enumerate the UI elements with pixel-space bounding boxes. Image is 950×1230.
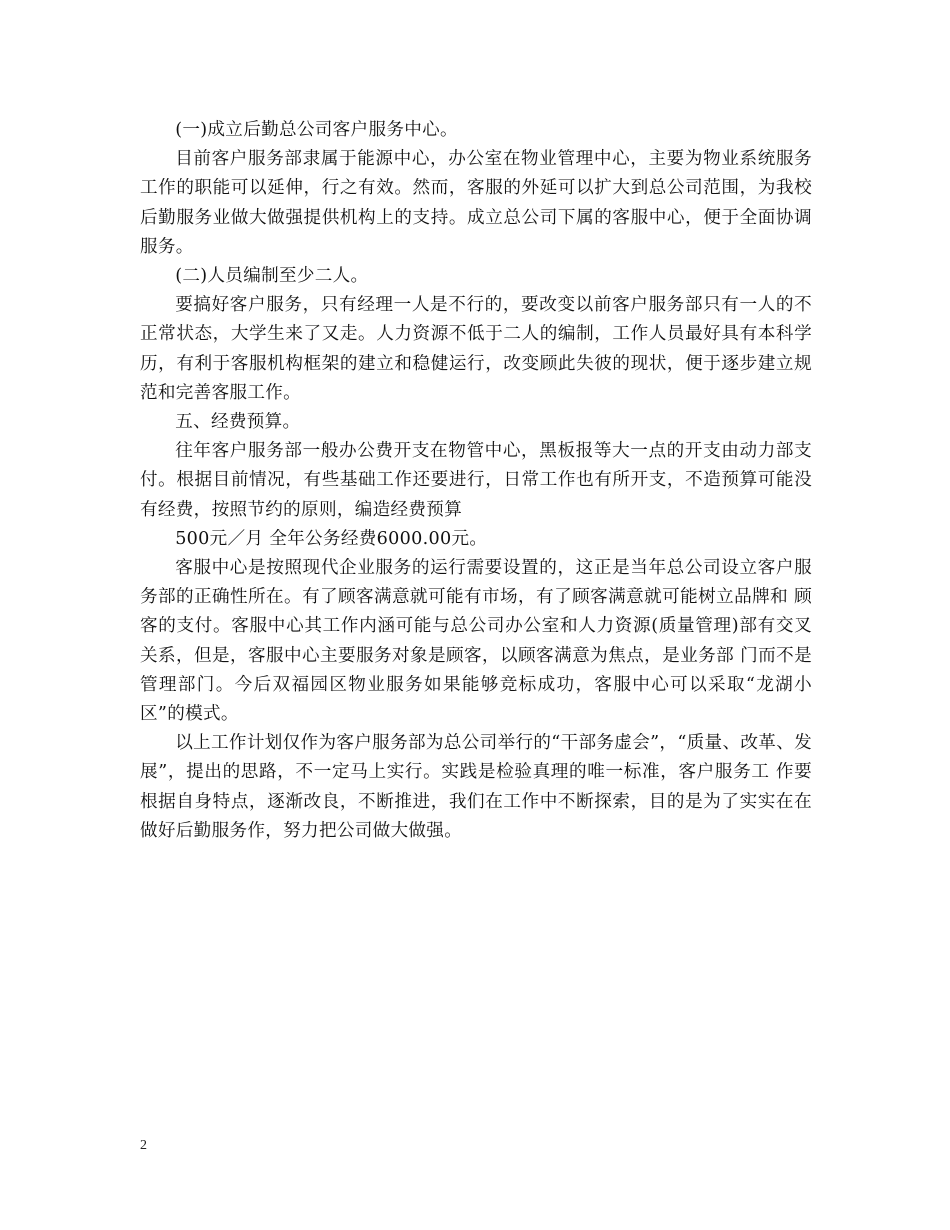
section-heading-staffing: (二)人员编制至少二人。 [175, 266, 369, 287]
paragraph-conclusion: 以上工作计划仅作为客户服务部为总公司举行的“干部务虚会”，“质量、改革、发展”，提出的思路，不一定马上实行。实践是检验真理的唯一标准，客户服务工 作要根据自身特点，逐渐改良，不断推进，我们在工作中不断探索，目的是为了实实在在做好后勤服务作，努力把公司做大做强。 [140, 733, 812, 841]
section-heading-budget: 五、经费预算。 [175, 412, 301, 433]
section-heading-establish-center: (一)成立后勤总公司客户服务中心。 [175, 120, 458, 140]
budget-amount-line: 500元／月 全年公务经费6000.00元。 [175, 528, 488, 549]
document-body [140, 116, 812, 846]
page-number: 2 [140, 1138, 147, 1153]
paragraph-budget: 往年客户服务部一般办公费开支在物管中心，黑板报等大一点的开支由动力部支付。根据目前情况，有些基础工作还要进行，日常工作也有所开支，不造预算可能没有经费，按照节约的原则，编造经费预算 [140, 441, 812, 520]
paragraph-current-status: 目前客户服务部隶属于能源中心，办公室在物业管理中心，主要为物业系统服务工作的职能可以延伸，行之有效。然而，客服的外延可以扩大到总公司范围，为我校后勤服务业做大做强提供机构上的支持。成立总公司下属的客服中心，便于全面协调服务。 [140, 149, 812, 257]
paragraph-service-center: 客服中心是按照现代企业服务的运行需要设置的，这正是当年总公司设立客户服务部的正确性所在。有了顾客满意就可能有市场，有了顾客满意就可能树立品牌和 顾客的支付。客服中心其工作内涵可能与总公司办公室和人力资源(质量管理)部有交叉关系，但是，客服中心主要服务对象是顾客，以顾客满意为焦点，是业务部 门而不是管理部门。今后双福园区物业服务如果能够竞标成功，客服中心可以采取“龙湖小区”的模式。 [140, 558, 812, 725]
paragraph-staffing: 要搞好客户服务，只有经理一人是不行的，要改变以前客户服务部只有一人的不正常状态，大学生来了又走。人力资源不低于二人的编制，工作人员最好具有本科学历，有利于客服机构框架的建立和稳健运行，改变顾此失彼的现状，便于逐步建立规范和完善客服工作。 [140, 295, 812, 403]
